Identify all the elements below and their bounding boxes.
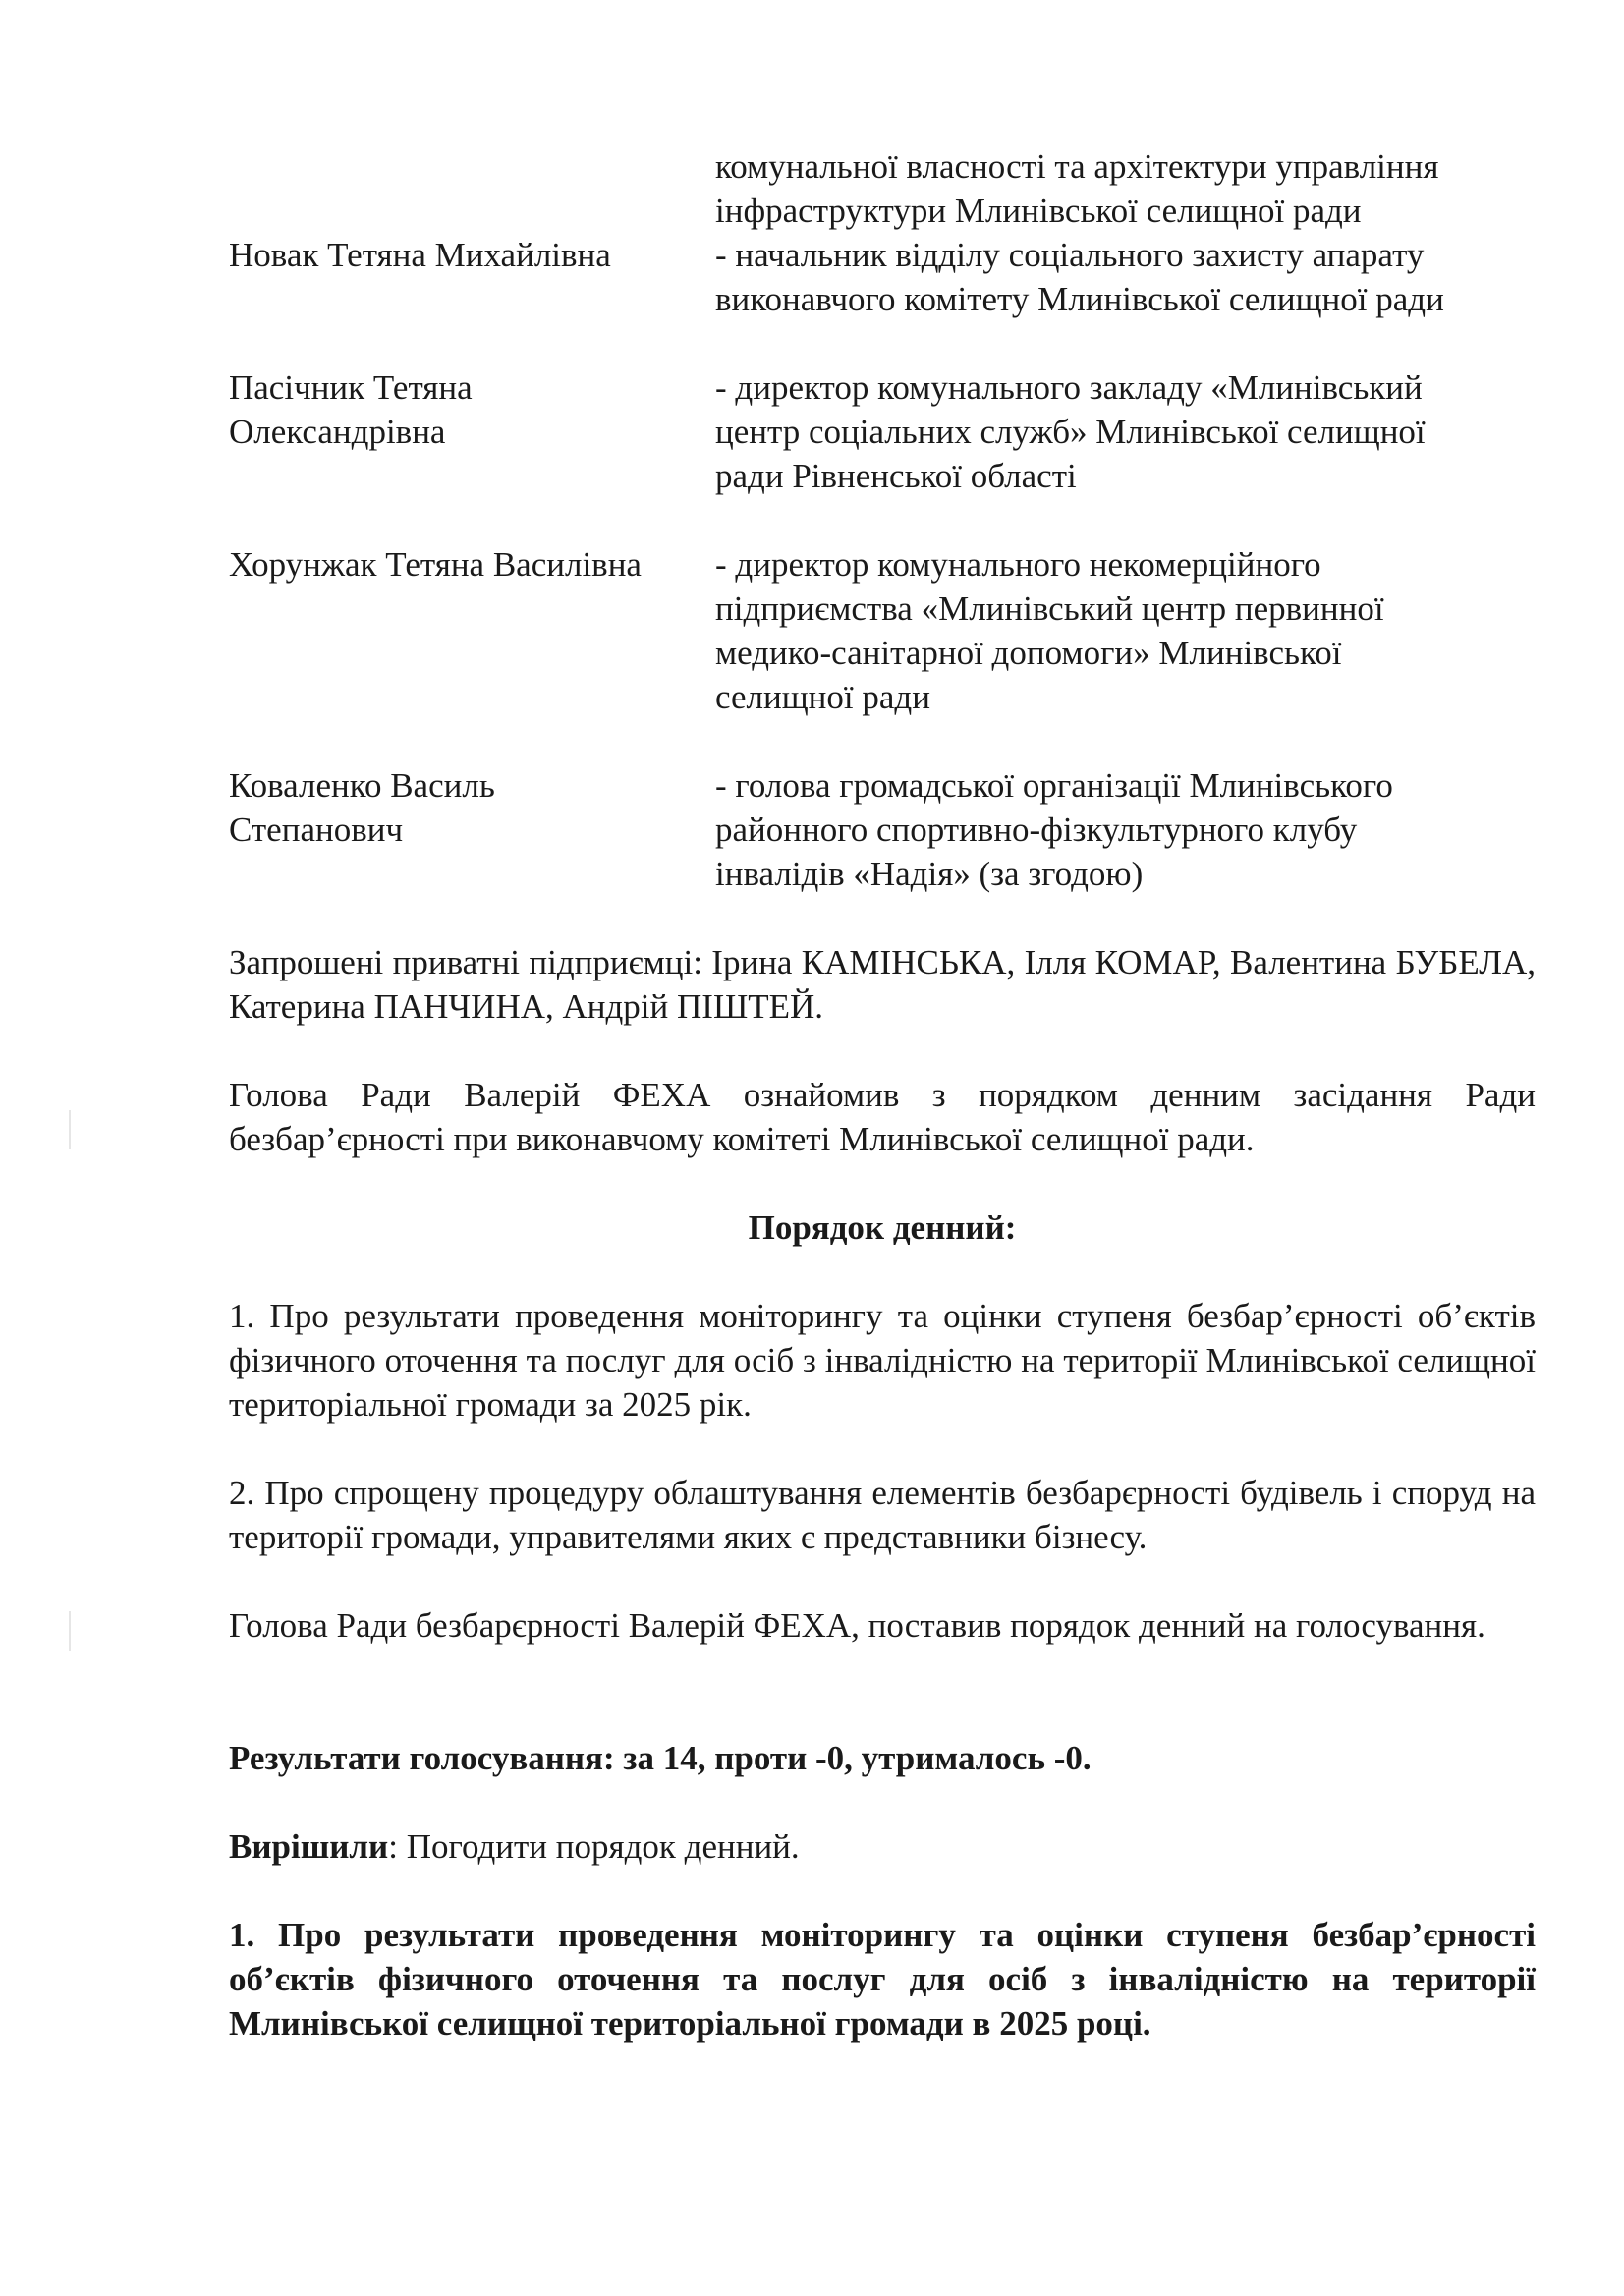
name-line: Олександрівна [229, 413, 446, 451]
role-line: - директор комунального закладу «Млинівський [715, 368, 1423, 407]
member-role [715, 763, 1393, 896]
role-line: ради Рівненської області [715, 457, 1077, 495]
role-line: інфраструктури Млинівської селищної ради [715, 192, 1362, 230]
agenda-item: 2. Про спрощену процедуру облаштування елементів безбарєрності будівель і споруд на території громади, управителями яких є представники бізнесу. [229, 1474, 1536, 1556]
name-line: Новак Тетяна Михайлівна [229, 236, 611, 274]
vote-result: Результати голосування: за 14, проти -0, утрималось -0. [229, 1739, 1092, 1777]
role-line: селищної ради [715, 678, 930, 716]
vote-intro-paragraph: Голова Ради безбарєрності Валерій ФЕХА, поставив порядок денний на голосування. [229, 1606, 1485, 1645]
name-line: Коваленко Василь [229, 766, 495, 805]
role-line: районного спортивно-фізкультурного клубу [715, 811, 1358, 849]
decision-paragraph [229, 1824, 1536, 1869]
scan-artifact [69, 1611, 71, 1651]
member-role [715, 542, 1384, 719]
decision-text: : Погодити порядок денний. [388, 1827, 800, 1866]
member-name [229, 542, 642, 587]
role-line: підприємства «Млинівський центр первинної [715, 589, 1384, 628]
member-name [229, 365, 473, 454]
agenda-title: Порядок денний: [748, 1208, 1017, 1247]
role-line: - голова громадської організації Млинівського [715, 766, 1393, 805]
name-line: Пасічник Тетяна [229, 368, 473, 407]
invited-paragraph: Запрошені приватні підприємці: Ірина КАМІНСЬКА, Ілля КОМАР, Валентина БУБЕЛА, Катерина ПАНЧИНА, Андрій ПІШТЕЙ. [229, 943, 1536, 1026]
member-role [715, 233, 1444, 321]
role-line: медико-санітарної допомоги» Млинівської [715, 634, 1342, 672]
section-heading: 1. Про результати проведення моніторингу та оцінки ступеня безбар’єрності об’єктів фізичного оточення та послуг для осіб з інвалідністю на території Млинівської селищної територіальної громади в 2025 році. [229, 1916, 1536, 2043]
agenda-item: 1. Про результати проведення моніторингу та оцінки ступеня безбар’єрності об’єктів фізичного оточення та послуг для осіб з інвалідністю на території Млинівської селищної територіальної громади за 2025 рік. [229, 1297, 1536, 1424]
member-name [229, 233, 611, 277]
member-name [229, 763, 495, 852]
name-line: Хорунжак Тетяна Василівна [229, 545, 642, 584]
role-line: - начальник відділу соціального захисту апарату [715, 236, 1425, 274]
role-line: комунальної власності та архітектури управління [715, 147, 1439, 186]
scan-artifact [69, 1110, 71, 1149]
role-line: - директор комунального некомерційного [715, 545, 1321, 584]
role-line: центр соціальних служб» Млинівської селищної [715, 413, 1426, 451]
intro-paragraph: Голова Ради Валерій ФЕХА ознайомив з порядком денним засідання Ради безбар’єрності при виконавчому комітеті Млинівської селищної ради. [229, 1076, 1536, 1158]
role-line: інвалідів «Надія» (за згодою) [715, 855, 1144, 893]
member-role [715, 144, 1438, 233]
role-line: виконавчого комітету Млинівської селищної ради [715, 280, 1444, 318]
decision-label: Вирішили [229, 1827, 389, 1866]
member-role [715, 365, 1426, 498]
name-line: Степанович [229, 811, 404, 849]
